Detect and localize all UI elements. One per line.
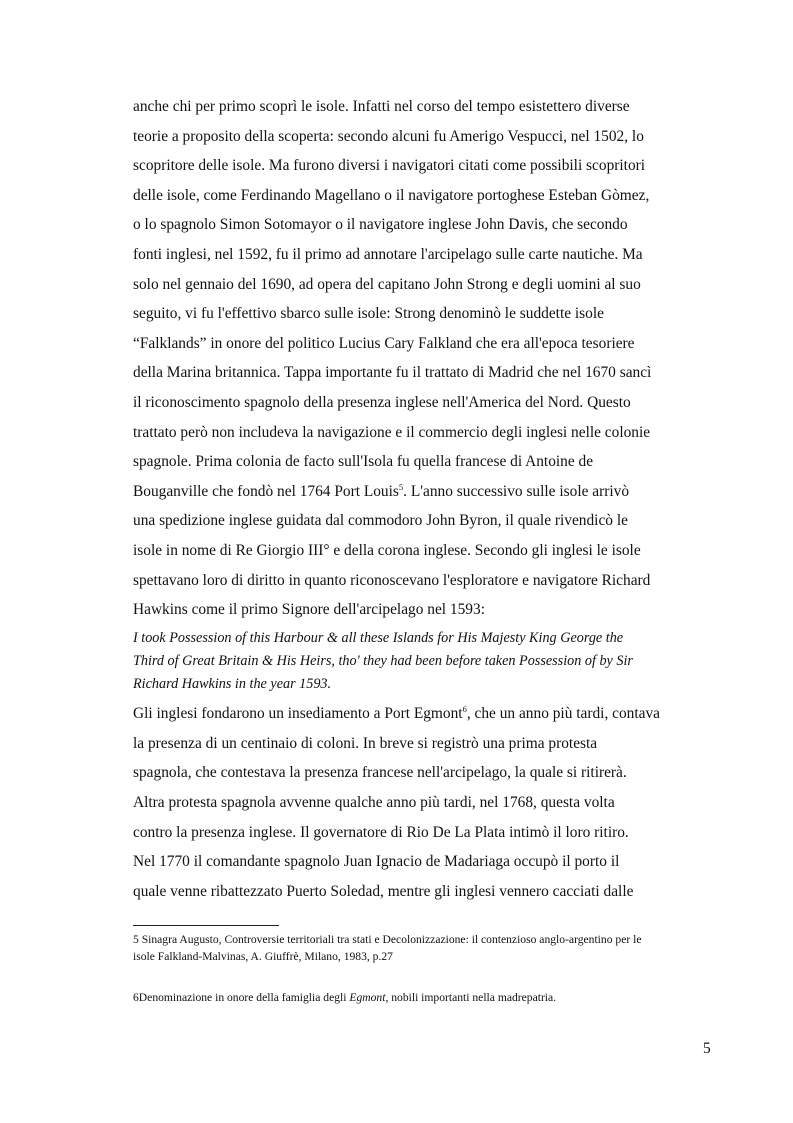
footnote-5 [133, 931, 717, 965]
text-line: il riconoscimento spagnolo della presenza inglese nell'America del Nord. Questo [133, 393, 631, 411]
text-run: . L'anno successivo sulle isole arrivò [403, 482, 630, 500]
paragraph-1 [133, 92, 717, 625]
quote-line: Richard Hawkins in the year 1593. [133, 676, 332, 693]
text-line: teorie a proposito della scoperta: secondo alcuni fu Amerigo Vespucci, nel 1502, lo [133, 127, 644, 145]
text-run: Gli inglesi fondarono un insediamento a Port Egmont [133, 705, 463, 723]
text-line: della Marina britannica. Tappa importante fu il trattato di Madrid che nel 1670 sancì [133, 364, 652, 382]
text-line: “Falklands” in onore del politico Lucius Cary Falkland che era all'epoca tesoriere [133, 334, 635, 352]
page-number: 5 [703, 1040, 711, 1057]
paragraph-2 [133, 699, 717, 906]
text-run: , nobili importanti nella madrepatria. [385, 991, 557, 1004]
text-run: 6Denominazione in onore della famiglia degli [133, 991, 350, 1004]
quote-line: Third of Great Britain & His Heirs, tho' they had been before taken Possession of by Sir [133, 652, 633, 669]
text-line: scopritore delle isole. Ma furono diversi i navigatori citati come possibili scopritori [133, 157, 646, 175]
text-line: trattato però non includeva la navigazione e il commercio degli inglesi nelle colonie [133, 423, 651, 441]
text-line: contro la presenza inglese. Il governatore di Rio De La Plata intimò il loro ritiro. [133, 823, 629, 841]
text-line: seguito, vi fu l'effettivo sbarco sulle isole: Strong denominò le suddette isole [133, 305, 604, 323]
text-line: delle isole, come Ferdinando Magellano o il navigatore portoghese Esteban Gòmez, [133, 186, 650, 204]
footnote-separator [133, 925, 279, 926]
text-run: Bouganville che fondò nel 1764 Port Louis [133, 482, 399, 500]
footnote-line [133, 989, 717, 1006]
text-run: , che un anno più tardi, contava [466, 705, 661, 723]
body-text [133, 92, 717, 906]
quote-line: I took Possession of this Harbour & all these Islands for His Majesty King George the [133, 629, 624, 646]
text-line: fonti inglesi, nel 1592, fu il primo ad annotare l'arcipelago sulle carte nautiche. Ma [133, 245, 643, 263]
text-line: la presenza di un centinaio di coloni. In breve si registrò una prima protesta [133, 734, 598, 752]
footnote-ref-6[interactable]: 6 [462, 704, 467, 715]
text-line: una spedizione inglese guidata dal commodoro John Byron, il quale rivendicò le [133, 512, 628, 530]
text-line: spagnola, che contestava la presenza francese nell'arcipelago, la quale si ritirerà. [133, 764, 627, 782]
text-line: isole in nome di Re Giorgio III° e della corona inglese. Secondo gli inglesi le isole [133, 541, 641, 559]
footnote-6 [133, 989, 717, 1006]
text-line [133, 477, 717, 507]
text-line: Nel 1770 il comandante spagnolo Juan Ignacio de Madariaga occupò il porto il [133, 853, 620, 871]
text-run-italic: Egmont [349, 991, 386, 1004]
footnote-line: isole Falkland-Malvinas, A. Giuffrè, Milano, 1983, p.27 [133, 950, 393, 963]
text-line: anche chi per primo scoprì le isole. Infatti nel corso del tempo esistettero diverse [133, 98, 630, 115]
text-line: Altra protesta spagnola avvenne qualche anno più tardi, nel 1768, questa volta [133, 794, 615, 812]
text-line: spagnole. Prima colonia de facto sull'Isola fu quella francese di Antoine de [133, 453, 594, 471]
block-quote [133, 625, 717, 700]
text-line [133, 699, 717, 729]
footnote-line: 5 Sinagra Augusto, Controversie territoriali tra stati e Decolonizzazione: il contenzioso anglo-argentino per le [133, 933, 642, 946]
text-line: o lo spagnolo Simon Sotomayor o il navigatore inglese John Davis, che secondo [133, 216, 628, 234]
text-line: spettavano loro di diritto in quanto riconoscevano l'esploratore e navigatore Richard [133, 571, 651, 589]
text-line: Hawkins come il primo Signore dell'arcipelago nel 1593: [133, 601, 485, 619]
footnote-ref-5[interactable]: 5 [398, 481, 404, 492]
text-line: solo nel gennaio del 1690, ad opera del capitano John Strong e degli uomini al suo [133, 275, 641, 293]
text-line: quale venne ribattezzato Puerto Soledad, mentre gli inglesi vennero cacciati dalle [133, 882, 634, 900]
